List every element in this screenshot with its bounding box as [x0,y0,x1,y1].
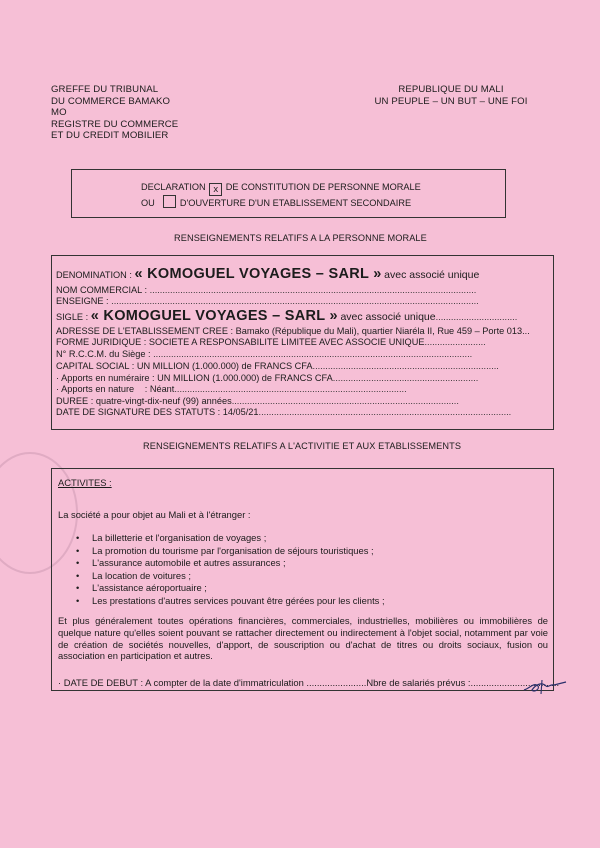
capital-row [56,361,499,371]
personne-morale-box [51,255,554,430]
section-personne-morale-title: RENSEIGNEMENTS RELATIFS A LA PERSONNE MORALE [174,233,427,243]
rccm-label: N° R.C.C.M. du Siège : [56,349,151,359]
apports-nature-value: : Néant [144,384,175,394]
duree-label: DUREE : [56,396,94,406]
ouverture-checkbox[interactable] [163,195,176,208]
forme-juridique-label: FORME JURIDIQUE : [56,337,147,347]
header-right-line-2: UN PEUPLE – UN BUT – UNE FOI [374,95,528,107]
apports-numeraire-value: UN MILLION (1.000.000) de FRANCS CFA [157,373,333,383]
header-left-line-5: ET DU CREDIT MOBILIER [51,130,169,142]
activites-box [51,468,560,691]
enseigne-blank: ................................................................................................................................................ [111,296,479,306]
signature-statuts-row [56,407,511,417]
apports-nature-label: · Apports en nature [56,384,135,394]
declaration-line-constitution [141,182,421,196]
denomination-suffix: avec associé unique [384,269,480,281]
adresse-row [56,326,530,336]
declaration-box [71,169,506,218]
list-item: • L'assistance aéroportuaire ; [76,582,385,595]
apports-nature-blank: ........................................................................................... [174,384,407,394]
adresse-label: ADRESSE DE L'ETABLISSEMENT CREE : [56,326,234,336]
activites-list [76,532,385,608]
duree-blank: ......................................................................................... [231,396,459,406]
sigle-value: « KOMOGUEL VOYAGES – SARL » [90,308,338,324]
enseigne-label: ENSEIGNE : [56,296,109,306]
capital-blank: ......................................................................... [312,361,499,371]
sigle-row [56,308,517,324]
list-item: • L'assurance automobile et autres assurances ; [76,557,385,570]
capital-value: UN MILLION (1.000.000) de FRANCS CFA [136,361,313,371]
signature-statuts-value: 14/05/21 [222,407,259,417]
nom-commercial-blank: ................................................................................................................................ [149,285,477,295]
apports-numeraire-label: · Apports en numéraire : [56,373,155,383]
activites-paragraph: Et plus généralement toutes opérations financières, commerciales, industrielles, mobilières ou immobilières de quelque nature qu'elles soient pouvant se rattacher directement ou indirectement à l'objet social, notamment par voie de création de sociétés nouvelles, d'apport, de souscription ou d'achat de titres ou droits sociaux, fusion ou association en participation et autres. [58,615,548,662]
header-left-line-1: GREFFE DU TRIBUNAL [51,84,159,95]
rccm-blank: ............................................................................................................................. [153,349,473,359]
denomination-label: DENOMINATION : [56,270,132,280]
sigle-suffix: avec associé unique [340,311,436,323]
constitution-text: DE CONSTITUTION DE PERSONNE MORALE [225,182,421,192]
registry-header [51,84,178,142]
forme-juridique-value: SOCIETE A RESPONSABILITE LIMITEE AVEC ASSOCIE UNIQUE [148,337,425,347]
list-item: • La billetterie et l'organisation de voyages ; [76,532,385,545]
list-item: • La location de voitures ; [76,570,385,583]
list-item: • La promotion du tourisme par l'organisation de séjours touristiques ; [76,545,385,558]
nom-commercial-row [56,285,476,295]
ouverture-text: D'OUVERTURE D'UN ETABLISSEMENT SECONDAIRE [179,198,412,208]
sigle-blank: ................................ [435,312,518,322]
section-activite-title: RENSEIGNEMENTS RELATIFS A L'ACTIVITIE ET AUX ETABLISSEMENTS [143,441,462,451]
header-left-line-4: REGISTRE DU COMMERCE [51,118,179,130]
declaration-line-ouverture [141,195,411,208]
apports-nature-row [56,384,407,394]
rccm-row [56,349,472,359]
forme-juridique-blank: ........................ [424,337,486,347]
ou-label: OU [141,198,155,208]
date-debut-line: · DATE DE DEBUT : A compter de la date d'immatriculation .......................Nbre de salariés prévus :.................................. [58,677,560,688]
header-left-line-3: MO [51,107,67,119]
header-right-line-1: REPUBLIQUE DU MALI [398,84,504,95]
activites-title: ACTIVITES : [58,477,112,488]
activites-content [58,477,560,688]
sigle-label: SIGLE : [56,312,89,322]
forme-juridique-row [56,337,486,347]
duree-row [56,396,459,406]
signature-statuts-label: DATE DE SIGNATURE DES STATUTS : [56,407,221,417]
apports-numeraire-blank: ......................................................... [332,373,479,383]
denomination-value: « KOMOGUEL VOYAGES – SARL » [134,266,382,282]
constitution-checkbox[interactable]: x [209,183,222,196]
declaration-label: DECLARATION [141,182,206,192]
republic-header [370,84,532,107]
denomination-row [56,266,479,282]
header-left-line-2: DU COMMERCE BAMAKO [51,95,171,107]
duree-value: quatre-vingt-dix-neuf (99) années [95,396,232,406]
apports-numeraire-row [56,373,478,383]
enseigne-row [56,296,479,306]
activites-intro: La société a pour objet au Mali et à l'étranger : [58,509,251,520]
signature-statuts-blank: ................................................................................................... [258,407,512,417]
adresse-value: Bamako (République du Mali), quartier Niaréla II, Rue 459 – Porte 013... [235,326,530,336]
list-item: • Les prestations d'autres services pouvant être gérées pour les clients ; [76,595,385,608]
capital-label: CAPITAL SOCIAL : [56,361,135,371]
nom-commercial-label: NOM COMMERCIAL : [56,285,148,295]
handwritten-initials [520,676,570,700]
